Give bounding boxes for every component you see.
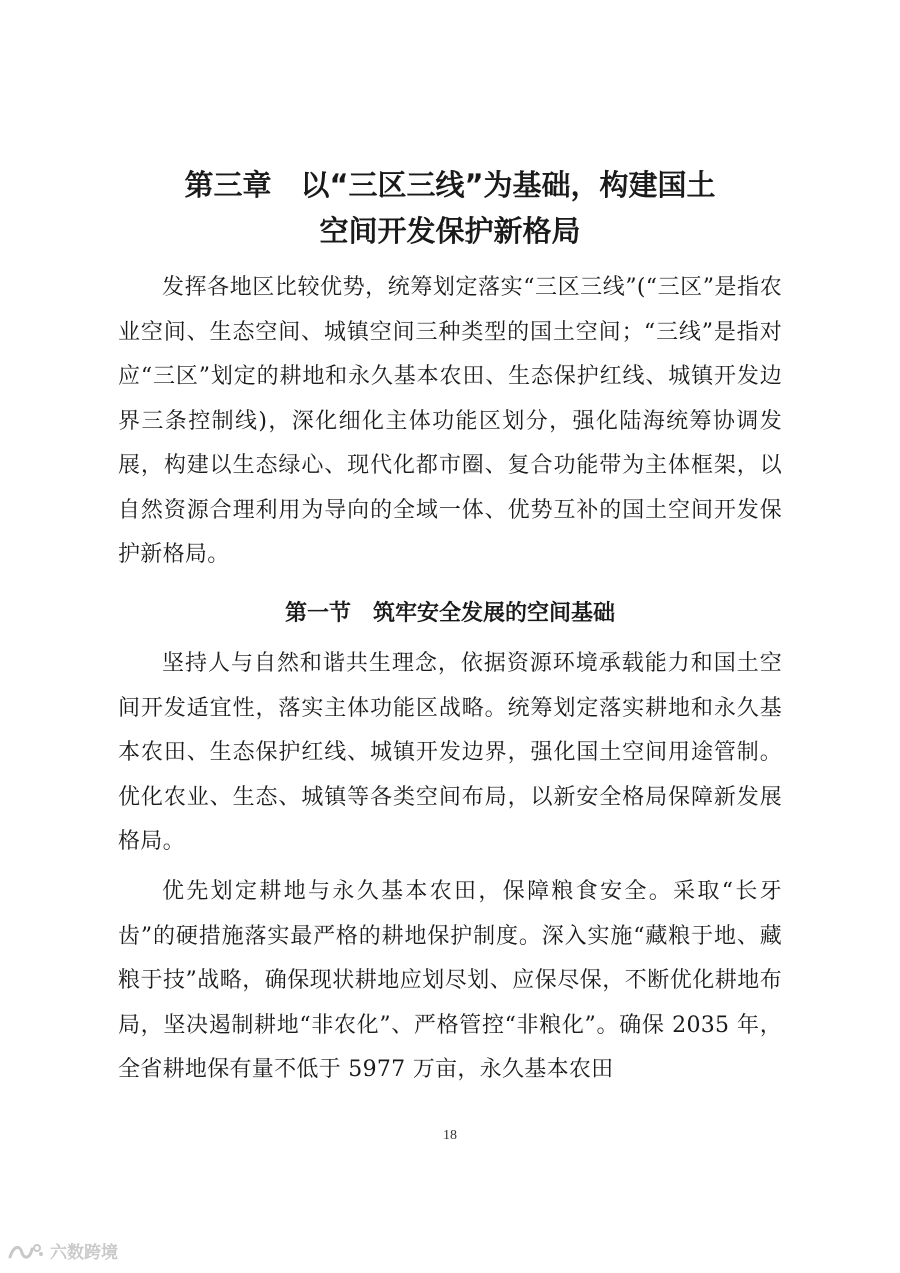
page-number: 18 [443, 1128, 457, 1143]
intro-paragraph: 发挥各地区比较优势，统筹划定落实“三区三线”(“三区”是指农业空间、生态空间、城镇空间三种类型的国土空间；“三线”是指对应“三区”划定的耕地和永久基本农田、生态保护红线、城镇开发边界三条控制线)，深化细化主体功能区划分，强化陆海统筹协调发展，构建以生态绿心、现代化都市圈、复合功能带为主体框架，以自然资源合理利用为导向的全域一体、优势互补的国土空间开发保护新格局。 [118, 275, 782, 567]
chapter-title-line1: 第三章 以“三区三线”为基础，构建国土 [184, 168, 716, 202]
wave-logo-icon [8, 1241, 44, 1261]
watermark-text: 六数跨境 [50, 1243, 118, 1263]
section-title: 第一节 筑牢安全发展的空间基础 [284, 601, 615, 626]
section-paragraph-2: 优先划定耕地与永久基本农田，保障粮食安全。采取“长牙齿”的硬措施落实最严格的耕地保护制度。深入实施“藏粮于地、藏粮于技”战略，确保现状耕地应划尽划、应保尽保，不断优化耕地布局，坚决遏制耕地“非农化”、严格管控“非粮化”。确保 2035 年，全省耕地保有量不低于 5977 万亩，永久基本农田 [118, 879, 782, 1082]
chapter-title-line2: 空间开发保护新格局 [319, 214, 581, 248]
watermark [8, 1238, 118, 1263]
section-paragraph-1: 坚持人与自然和谐共生理念，依据资源环境承载能力和国土空间开发适宜性，落实主体功能区战略。统筹划定落实耕地和永久基本农田、生态保护红线、城镇开发边界，强化国土空间用途管制。优化农业、生态、城镇等各类空间布局，以新安全格局保障新发展格局。 [118, 651, 782, 854]
